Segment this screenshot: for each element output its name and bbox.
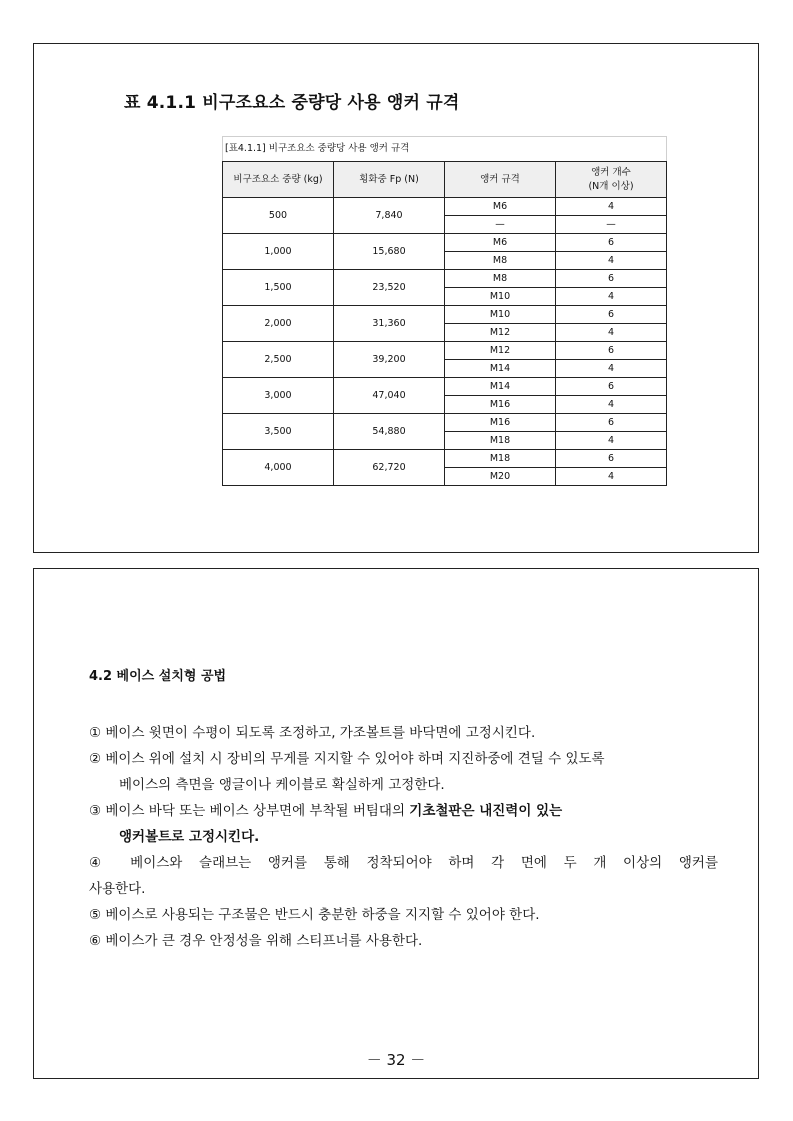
cell-anchor-count: 4 [556, 468, 667, 486]
cell-weight: 1,000 [223, 234, 334, 270]
bottom-panel [33, 568, 759, 1079]
section-content [89, 665, 718, 954]
item-2-line1: ② 베이스 위에 설치 시 장비의 무게를 지지할 수 있어야 하며 지진하중에 견딜 수 있도록 [89, 751, 605, 767]
cell-anchor-spec: M18 [445, 450, 556, 468]
item-6: ⑥ 베이스가 큰 경우 안정성을 위해 스티프너를 사용한다. [89, 933, 423, 949]
table-title: 표 4.1.1 비구조요소 중량당 사용 앵커 규격 [124, 93, 460, 113]
item-3-text: ③ 베이스 바닥 또는 베이스 상부면에 부착될 버팀대의 [89, 803, 410, 819]
cell-anchor-spec: M12 [445, 324, 556, 342]
cell-anchor-count: 6 [556, 414, 667, 432]
header-fp: 횡화중 Fp (N) [334, 162, 445, 198]
item-3-line2: 앵커볼트로 고정시킨다. [119, 829, 260, 845]
cell-anchor-spec: — [445, 216, 556, 234]
cell-weight: 500 [223, 198, 334, 234]
cell-weight: 3,500 [223, 414, 334, 450]
cell-anchor-spec: M16 [445, 414, 556, 432]
cell-fp: 31,360 [334, 306, 445, 342]
header-anchor-count-line2: (N개 이상) [588, 180, 634, 192]
item-2-line2: 베이스의 측면을 앵글이나 케이블로 확실하게 고정한다. [119, 777, 445, 793]
item-3-line1 [89, 798, 718, 824]
item-4-line2: 사용한다. [89, 881, 146, 897]
cell-anchor-count: 4 [556, 288, 667, 306]
cell-fp: 62,720 [334, 450, 445, 486]
table-row [223, 378, 667, 396]
table-row [223, 198, 667, 216]
cell-anchor-count: 6 [556, 270, 667, 288]
header-anchor-spec: 앵커 규격 [445, 162, 556, 198]
cell-anchor-count: 4 [556, 198, 667, 216]
cell-fp: 47,040 [334, 378, 445, 414]
cell-anchor-count: 6 [556, 342, 667, 360]
cell-anchor-spec: M6 [445, 234, 556, 252]
table-row [223, 306, 667, 324]
cell-weight: 2,000 [223, 306, 334, 342]
cell-anchor-spec: M18 [445, 432, 556, 450]
cell-anchor-count: 4 [556, 324, 667, 342]
cell-anchor-spec: M10 [445, 306, 556, 324]
cell-anchor-spec: M20 [445, 468, 556, 486]
cell-anchor-spec: M10 [445, 288, 556, 306]
table-caption: [표4.1.1] 비구조요소 중량당 사용 앵커 규격 [222, 136, 667, 161]
cell-anchor-spec: M14 [445, 360, 556, 378]
cell-weight: 4,000 [223, 450, 334, 486]
table-body [223, 198, 667, 486]
item-4-line1: ④ 베이스와 슬래브는 앵커를 통해 정착되어야 하며 각 면에 두 개 이상의 앵커를 [89, 855, 718, 871]
cell-weight: 1,500 [223, 270, 334, 306]
cell-anchor-count: 4 [556, 360, 667, 378]
cell-anchor-spec: M8 [445, 270, 556, 288]
anchor-spec-table-container [222, 136, 667, 486]
cell-anchor-spec: M6 [445, 198, 556, 216]
cell-anchor-count: 6 [556, 378, 667, 396]
section-title: 4.2 베이스 설치형 공법 [89, 669, 227, 684]
cell-fp: 54,880 [334, 414, 445, 450]
page-number: － 32 － [366, 1051, 426, 1069]
cell-anchor-spec: M16 [445, 396, 556, 414]
cell-fp: 23,520 [334, 270, 445, 306]
table-row [223, 342, 667, 360]
cell-fp: 39,200 [334, 342, 445, 378]
item-3-bold-text: 기초철판은 내진력이 있는 [409, 803, 563, 819]
header-anchor-count-line1: 앵커 개수 [591, 166, 631, 178]
table-row [223, 450, 667, 468]
table-header-row [223, 162, 667, 198]
table-row [223, 270, 667, 288]
table-row [223, 234, 667, 252]
cell-anchor-count: 6 [556, 450, 667, 468]
cell-anchor-count: 6 [556, 306, 667, 324]
cell-fp: 15,680 [334, 234, 445, 270]
cell-anchor-spec: M14 [445, 378, 556, 396]
header-weight: 비구조요소 중량 (kg) [223, 162, 334, 198]
cell-anchor-count: 6 [556, 234, 667, 252]
anchor-spec-table [222, 161, 667, 486]
cell-anchor-count: 4 [556, 432, 667, 450]
header-anchor-count [556, 162, 667, 198]
item-5: ⑤ 베이스로 사용되는 구조물은 반드시 충분한 하중을 지지할 수 있어야 한다. [89, 907, 540, 923]
cell-fp: 7,840 [334, 198, 445, 234]
cell-anchor-spec: M12 [445, 342, 556, 360]
table-row [223, 414, 667, 432]
cell-weight: 3,000 [223, 378, 334, 414]
cell-anchor-count: 4 [556, 396, 667, 414]
cell-weight: 2,500 [223, 342, 334, 378]
cell-anchor-count: — [556, 216, 667, 234]
top-panel [33, 43, 759, 553]
cell-anchor-count: 4 [556, 252, 667, 270]
item-1: ① 베이스 윗면이 수평이 되도록 조정하고, 가조볼트를 바닥면에 고정시킨다. [89, 725, 536, 741]
cell-anchor-spec: M8 [445, 252, 556, 270]
